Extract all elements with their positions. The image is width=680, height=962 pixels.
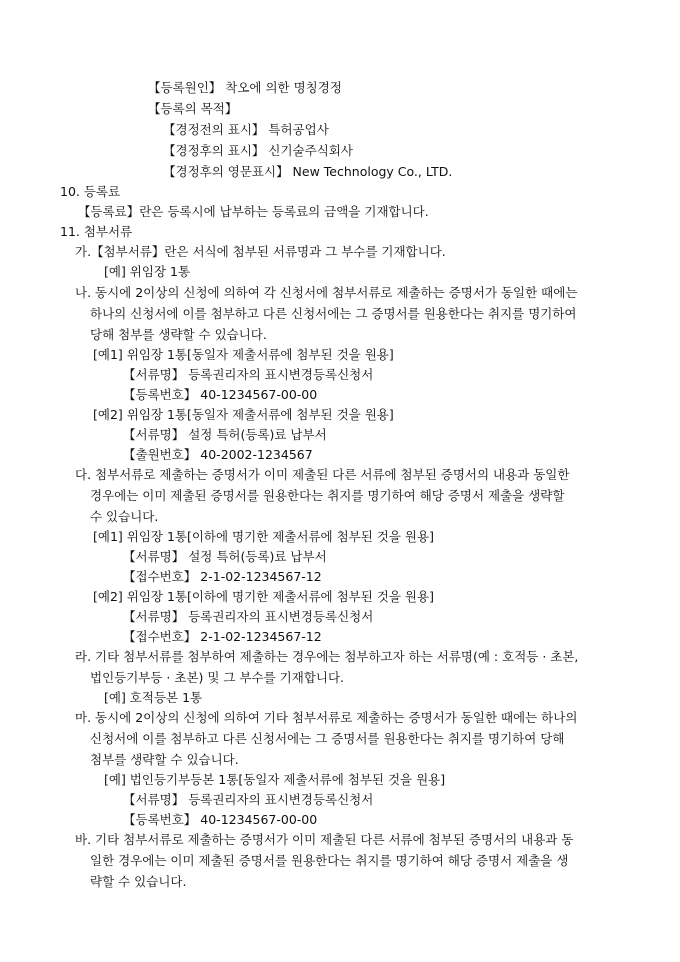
example: [예] 호적등본 1통 — [104, 690, 203, 705]
item-ga: 가.【첨부서류】란은 서식에 첨부된 서류명과 그 부수를 기재합니다. — [75, 244, 446, 259]
item-da-line1: 다. 첨부서류로 제출하는 증명서가 이미 제출된 다른 서류에 첨부된 증명서의 내용과 동일한 — [75, 467, 570, 482]
receipt-number: 【접수번호】 2-1-02-1234567-12 — [123, 569, 322, 584]
after-correction: 【경정후의 표시】 신기술주식회사 — [163, 143, 353, 158]
item-ma-line1: 마. 동시에 2이상의 신청에 의하여 기타 첨부서류로 제출하는 증명서가 동일한 때에는 하나의 — [75, 710, 578, 725]
document-name: 【서류명】 등록권리자의 표시변경등록신청서 — [123, 609, 374, 624]
item-na-line1: 나. 동시에 2이상의 신청에 의하여 각 신청서에 첨부서류로 제출하는 증명서가 동일한 때에는 — [75, 285, 578, 300]
item-ba-line2: 일한 경우에는 이미 제출된 증명서를 원용한다는 취지를 명기하여 해당 증명서 제출을 생 — [90, 853, 569, 868]
item-na-line2: 하나의 신청서에 이를 첨부하고 다른 신청서에는 그 증명서를 원용한다는 취지를 명기하여 — [90, 306, 577, 321]
example: [예] 위임장 1통 — [104, 264, 191, 279]
document-name: 【서류명】 설정 특허(등록)료 납부서 — [123, 427, 327, 442]
document-name: 【서류명】 등록권리자의 표시변경등록신청서 — [123, 792, 374, 807]
example-1: [예1] 위임장 1통[동일자 제출서류에 첨부된 것을 원용] — [93, 347, 394, 362]
example-2: [예2] 위임장 1통[동일자 제출서류에 첨부된 것을 원용] — [93, 407, 394, 422]
item-ba-line1: 바. 기타 첨부서류로 제출하는 증명서가 이미 제출된 다른 서류에 첨부된 증명서의 내용과 동 — [75, 832, 574, 847]
item-ma-line2: 신청서에 이를 첨부하고 다른 신청서에는 그 증명서를 원용한다는 취지를 명기하여 당해 — [90, 731, 565, 746]
before-correction: 【경정전의 표시】 특허공업사 — [163, 122, 329, 137]
item-ra-line1: 라. 기타 첨부서류를 첨부하여 제출하는 경우에는 첨부하고자 하는 서류명(예 : 호적등 · 초본, — [75, 649, 579, 664]
registration-cause: 【등록원인】 착오에 의한 명칭경정 — [148, 80, 342, 95]
example-2: [예2] 위임장 1통[이하에 명기한 제출서류에 첨부된 것을 원용] — [93, 589, 434, 604]
item-ba-line3: 략할 수 있습니다. — [90, 874, 187, 889]
receipt-number: 【접수번호】 2-1-02-1234567-12 — [123, 629, 322, 644]
item-ra-line2: 법인등기부등 · 초본) 및 그 부수를 기재합니다. — [90, 670, 345, 685]
document-name: 【서류명】 등록권리자의 표시변경등록신청서 — [123, 367, 374, 382]
fee-description: 【등록료】란은 등록시에 납부하는 등록료의 금액을 기재합니다. — [78, 204, 429, 219]
example-1: [예1] 위임장 1통[이하에 명기한 제출서류에 첨부된 것을 원용] — [93, 529, 434, 544]
item-ma-line3: 첨부를 생략할 수 있습니다. — [90, 752, 239, 767]
registration-number: 【등록번호】 40-1234567-00-00 — [123, 387, 318, 402]
after-correction-english: 【경정후의 영문표시】 New Technology Co., LTD. — [163, 164, 453, 179]
registration-purpose-heading: 【등록의 목적】 — [148, 101, 238, 116]
item-da-line3: 수 있습니다. — [90, 509, 159, 524]
section-11-heading: 11. 첨부서류 — [60, 224, 133, 239]
item-na-line3: 당해 첨부를 생략할 수 있습니다. — [90, 327, 267, 342]
document-name: 【서류명】 설정 특허(등록)료 납부서 — [123, 549, 327, 564]
item-da-line2: 경우에는 이미 제출된 증명서를 원용한다는 취지를 명기하여 해당 증명서 제출을 생략할 — [90, 488, 565, 503]
application-number: 【출원번호】 40-2002-1234567 — [123, 447, 313, 462]
example: [예] 법인등기부등본 1통[동일자 제출서류에 첨부된 것을 원용] — [104, 772, 446, 787]
registration-number: 【등록번호】 40-1234567-00-00 — [123, 812, 318, 827]
section-10-heading: 10. 등록료 — [60, 184, 121, 199]
